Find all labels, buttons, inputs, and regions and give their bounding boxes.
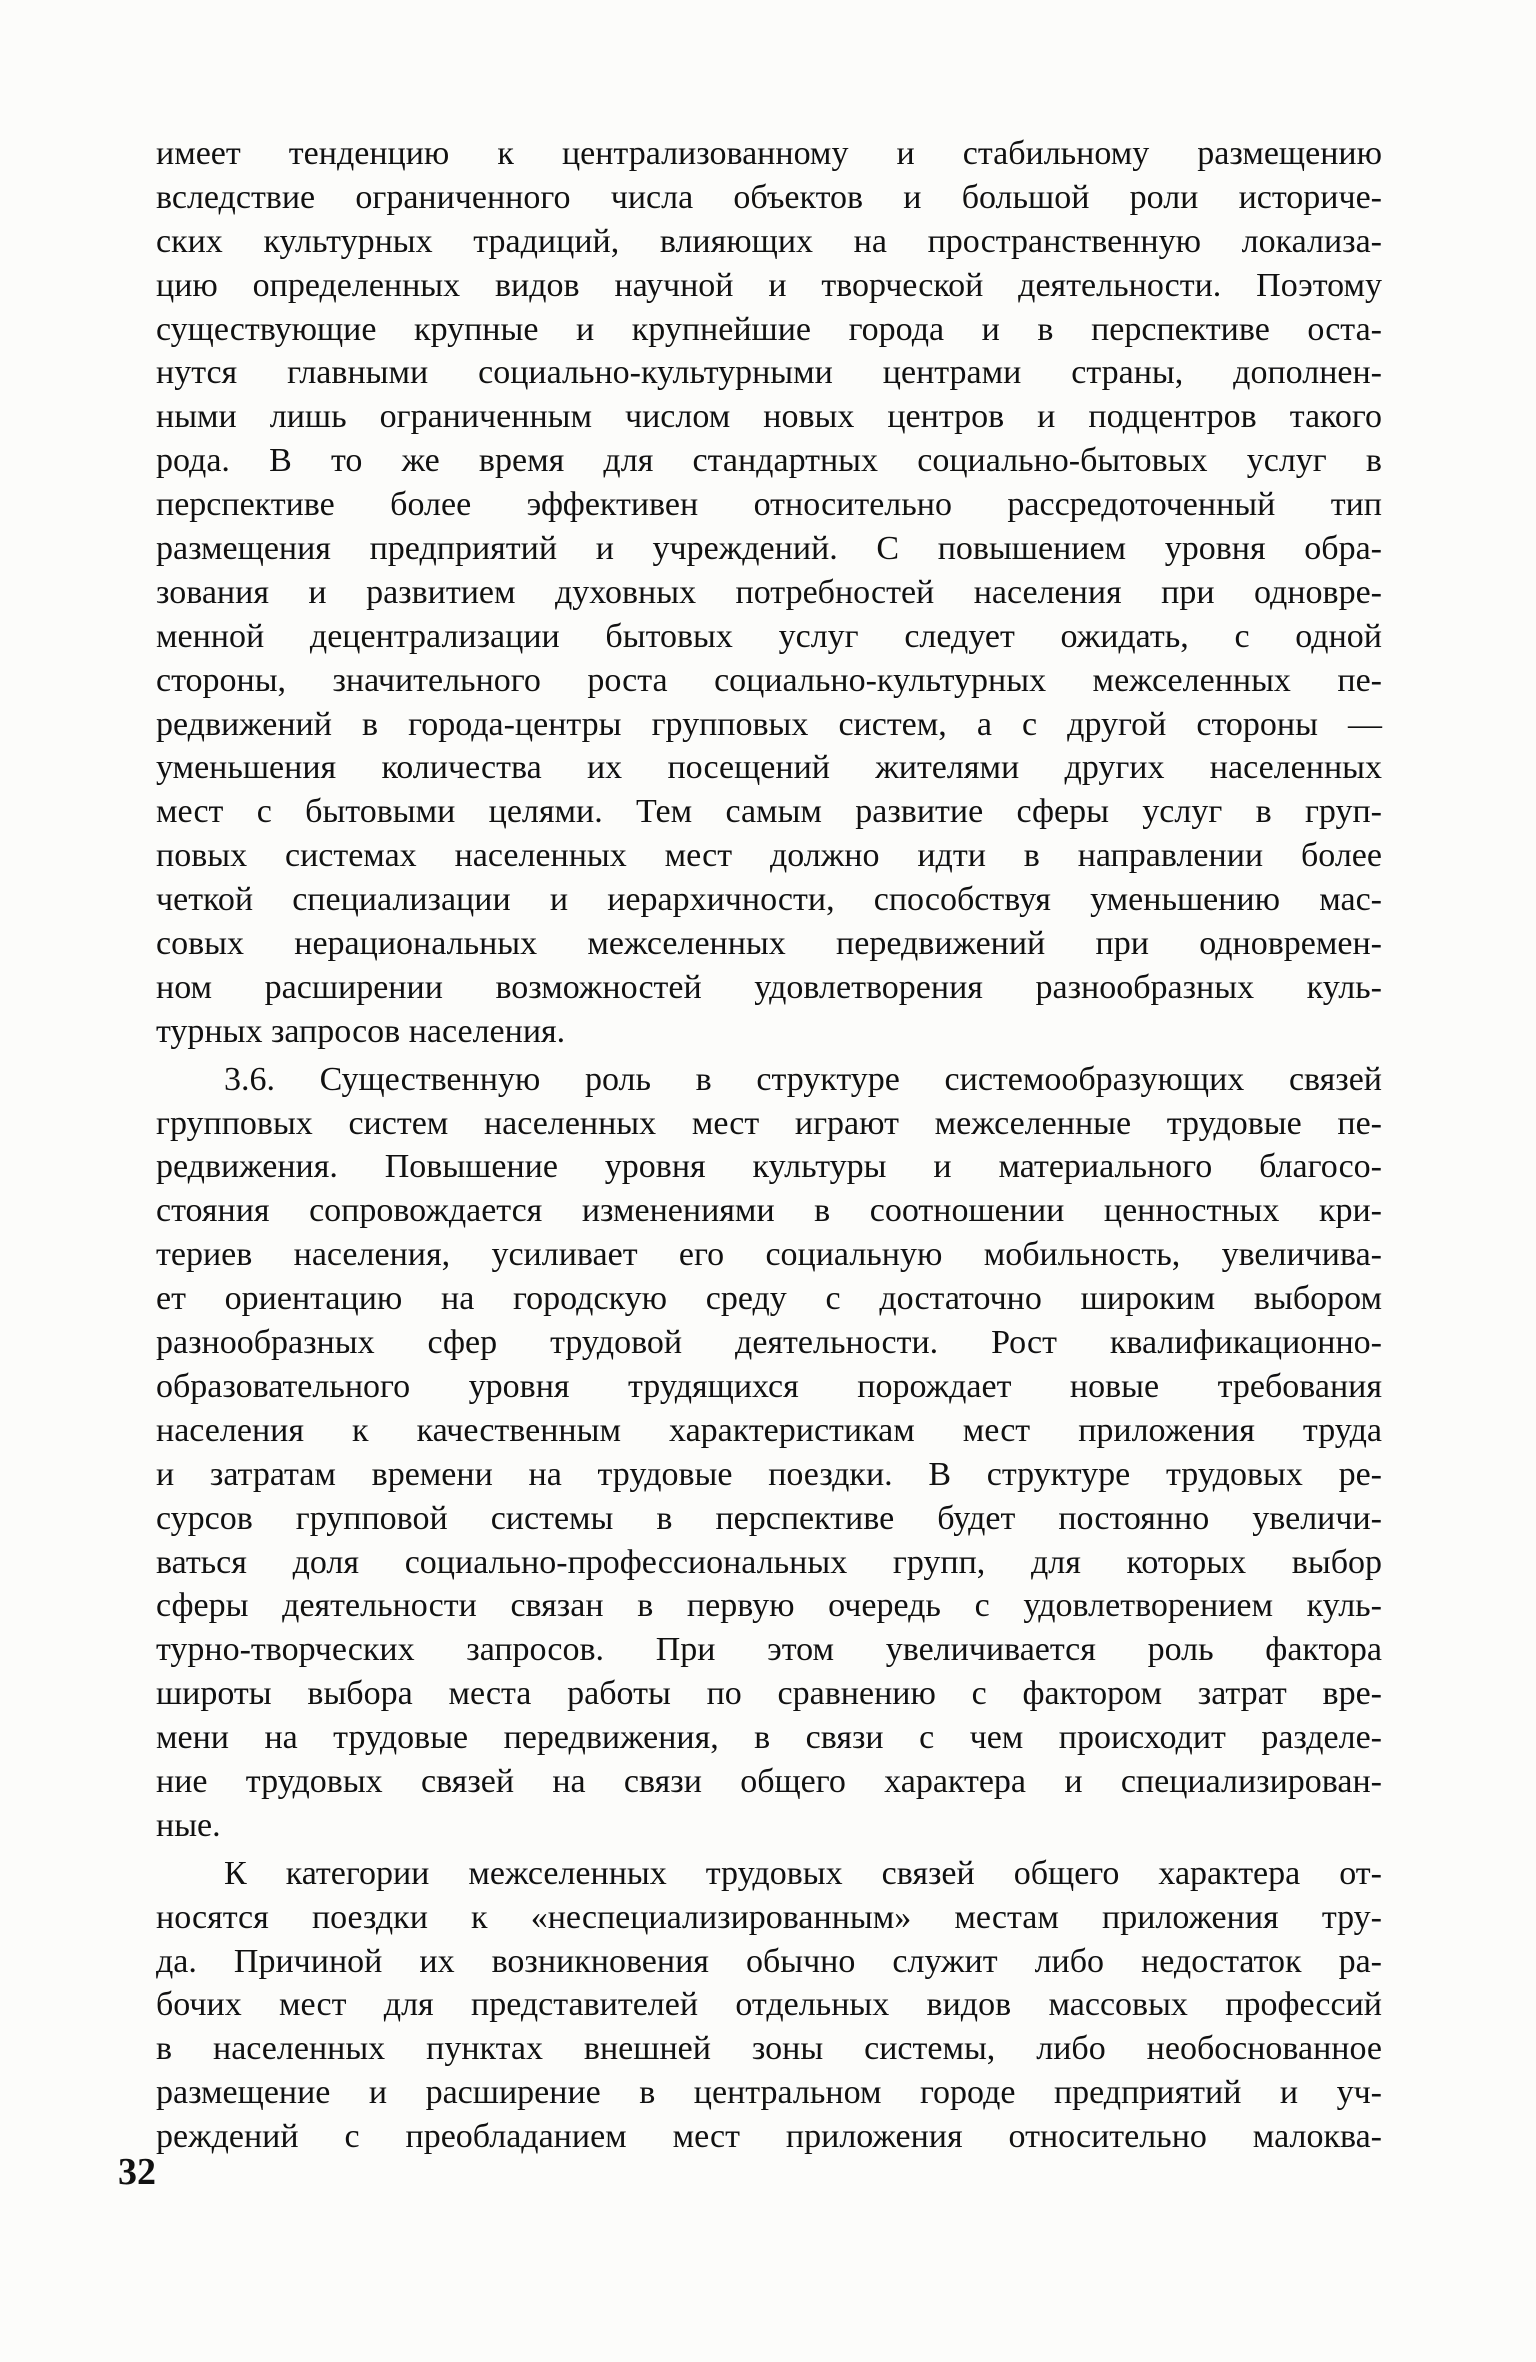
text-line: мест с бытовыми целями. Тем самым развитие сферы услуг в груп- (156, 793, 1382, 831)
text-line: териев населения, усиливает его социальную мобильность, увеличива- (156, 1236, 1382, 1274)
text-line: групповых систем населенных мест играют межселенные трудовые пе- (156, 1104, 1382, 1142)
text-line: образовательного уровня трудящихся порождает новые требования (156, 1367, 1382, 1405)
text-line: повых системах населенных мест должно идти в направлении более (156, 837, 1382, 875)
text-line: носятся поездки к «неспециализированным» местам приложения тру- (156, 1898, 1382, 1936)
text-line: нутся главными социально-культурными центрами страны, дополнен- (156, 354, 1382, 392)
text-line: уменьшения количества их посещений жителями других населенных (156, 749, 1382, 787)
text-line: ные. (156, 1806, 221, 1844)
text-line: сферы деятельности связан в первую очередь с удовлетворением куль- (156, 1587, 1382, 1625)
text-line: размещение и расширение в центральном городе предприятий и уч- (156, 2074, 1382, 2112)
text-line: стояния сопровождается изменениями в соотношении ценностных кри- (156, 1192, 1382, 1230)
text-line: ских культурных традиций, влияющих на пространственную локализа- (156, 222, 1382, 260)
text-line: сурсов групповой системы в перспективе будет постоянно увеличи- (156, 1499, 1382, 1537)
text-line: размещения предприятий и учреждений. С повышением уровня обра- (156, 530, 1382, 568)
text-line: имеет тенденцию к централизованному и стабильному размещению (156, 135, 1382, 172)
text-line: разнообразных сфер трудовой деятельности. Рост квалификационно- (156, 1324, 1382, 1362)
text-line: существующие крупные и крупнейшие города и в перспективе оста- (156, 310, 1382, 348)
text-line: реждений с преобладанием мест приложения относительно малоква- (156, 2118, 1382, 2156)
text-line: совых нерациональных межселенных передвижений при одновремен- (156, 925, 1382, 963)
text-line: четкой специализации и иерархичности, способствуя уменьшению мас- (156, 881, 1382, 919)
text-line: ваться доля социально-профессиональных групп, для которых выбор (156, 1543, 1382, 1581)
text-line: зования и развитием духовных потребностей населения при одновре- (156, 573, 1382, 611)
text-line: турно-творческих запросов. При этом увеличивается роль фактора (156, 1631, 1382, 1669)
text-line: ном расширении возможностей удовлетворения разнообразных куль- (156, 968, 1382, 1006)
text-line: и затратам времени на трудовые поездки. В структуре трудовых ре- (156, 1455, 1382, 1493)
text-line: К категории межселенных трудовых связей общего характера от- (224, 1854, 1382, 1892)
text-line: широты выбора места работы по сравнению с фактором затрат вре- (156, 1675, 1382, 1713)
text-line: редвижения. Повышение уровня культуры и материального благосо- (156, 1148, 1382, 1186)
text-line: редвижений в города-центры групповых систем, а с другой стороны — (156, 705, 1382, 743)
page-number: 32 (118, 2151, 156, 2193)
text-line: перспективе более эффективен относительно рассредоточенный тип (156, 486, 1382, 524)
text-line: ет ориентацию на городскую среду с достаточно широким выбором (156, 1280, 1382, 1318)
text-line: в населенных пунктах внешней зоны системы, либо необоснованное (156, 2030, 1382, 2068)
text-line: ными лишь ограниченным числом новых центров и подцентров такого (156, 398, 1382, 436)
text-line: стороны, значительного роста социально-культурных межселенных пе- (156, 661, 1382, 699)
text-line: ние трудовых связей на связи общего характера и специализирован- (156, 1762, 1382, 1800)
text-line: рода. В то же время для стандартных социально-бытовых услуг в (156, 442, 1382, 480)
text-line: бочих мест для представителей отдельных видов массовых профессий (156, 1986, 1382, 2024)
text-line: да. Причиной их возникновения обычно служит либо недостаток ра- (156, 1942, 1382, 1980)
text-line: вследствие ограниченного числа объектов и большой роли историче- (156, 178, 1382, 216)
body-text (156, 132, 1382, 2159)
text-line: мени на трудовые передвижения, в связи с чем происходит разделе- (156, 1719, 1382, 1757)
text-line: цию определенных видов научной и творческой деятельности. Поэтому (156, 266, 1382, 304)
text-line: турных запросов населения. (156, 1012, 566, 1050)
text-line: населения к качественным характеристикам мест приложения труда (156, 1411, 1382, 1449)
text-line: 3.6. Существенную роль в структуре системообразующих связей (224, 1060, 1382, 1098)
text-line: менной децентрализации бытовых услуг следует ожидать, с одной (156, 617, 1382, 655)
